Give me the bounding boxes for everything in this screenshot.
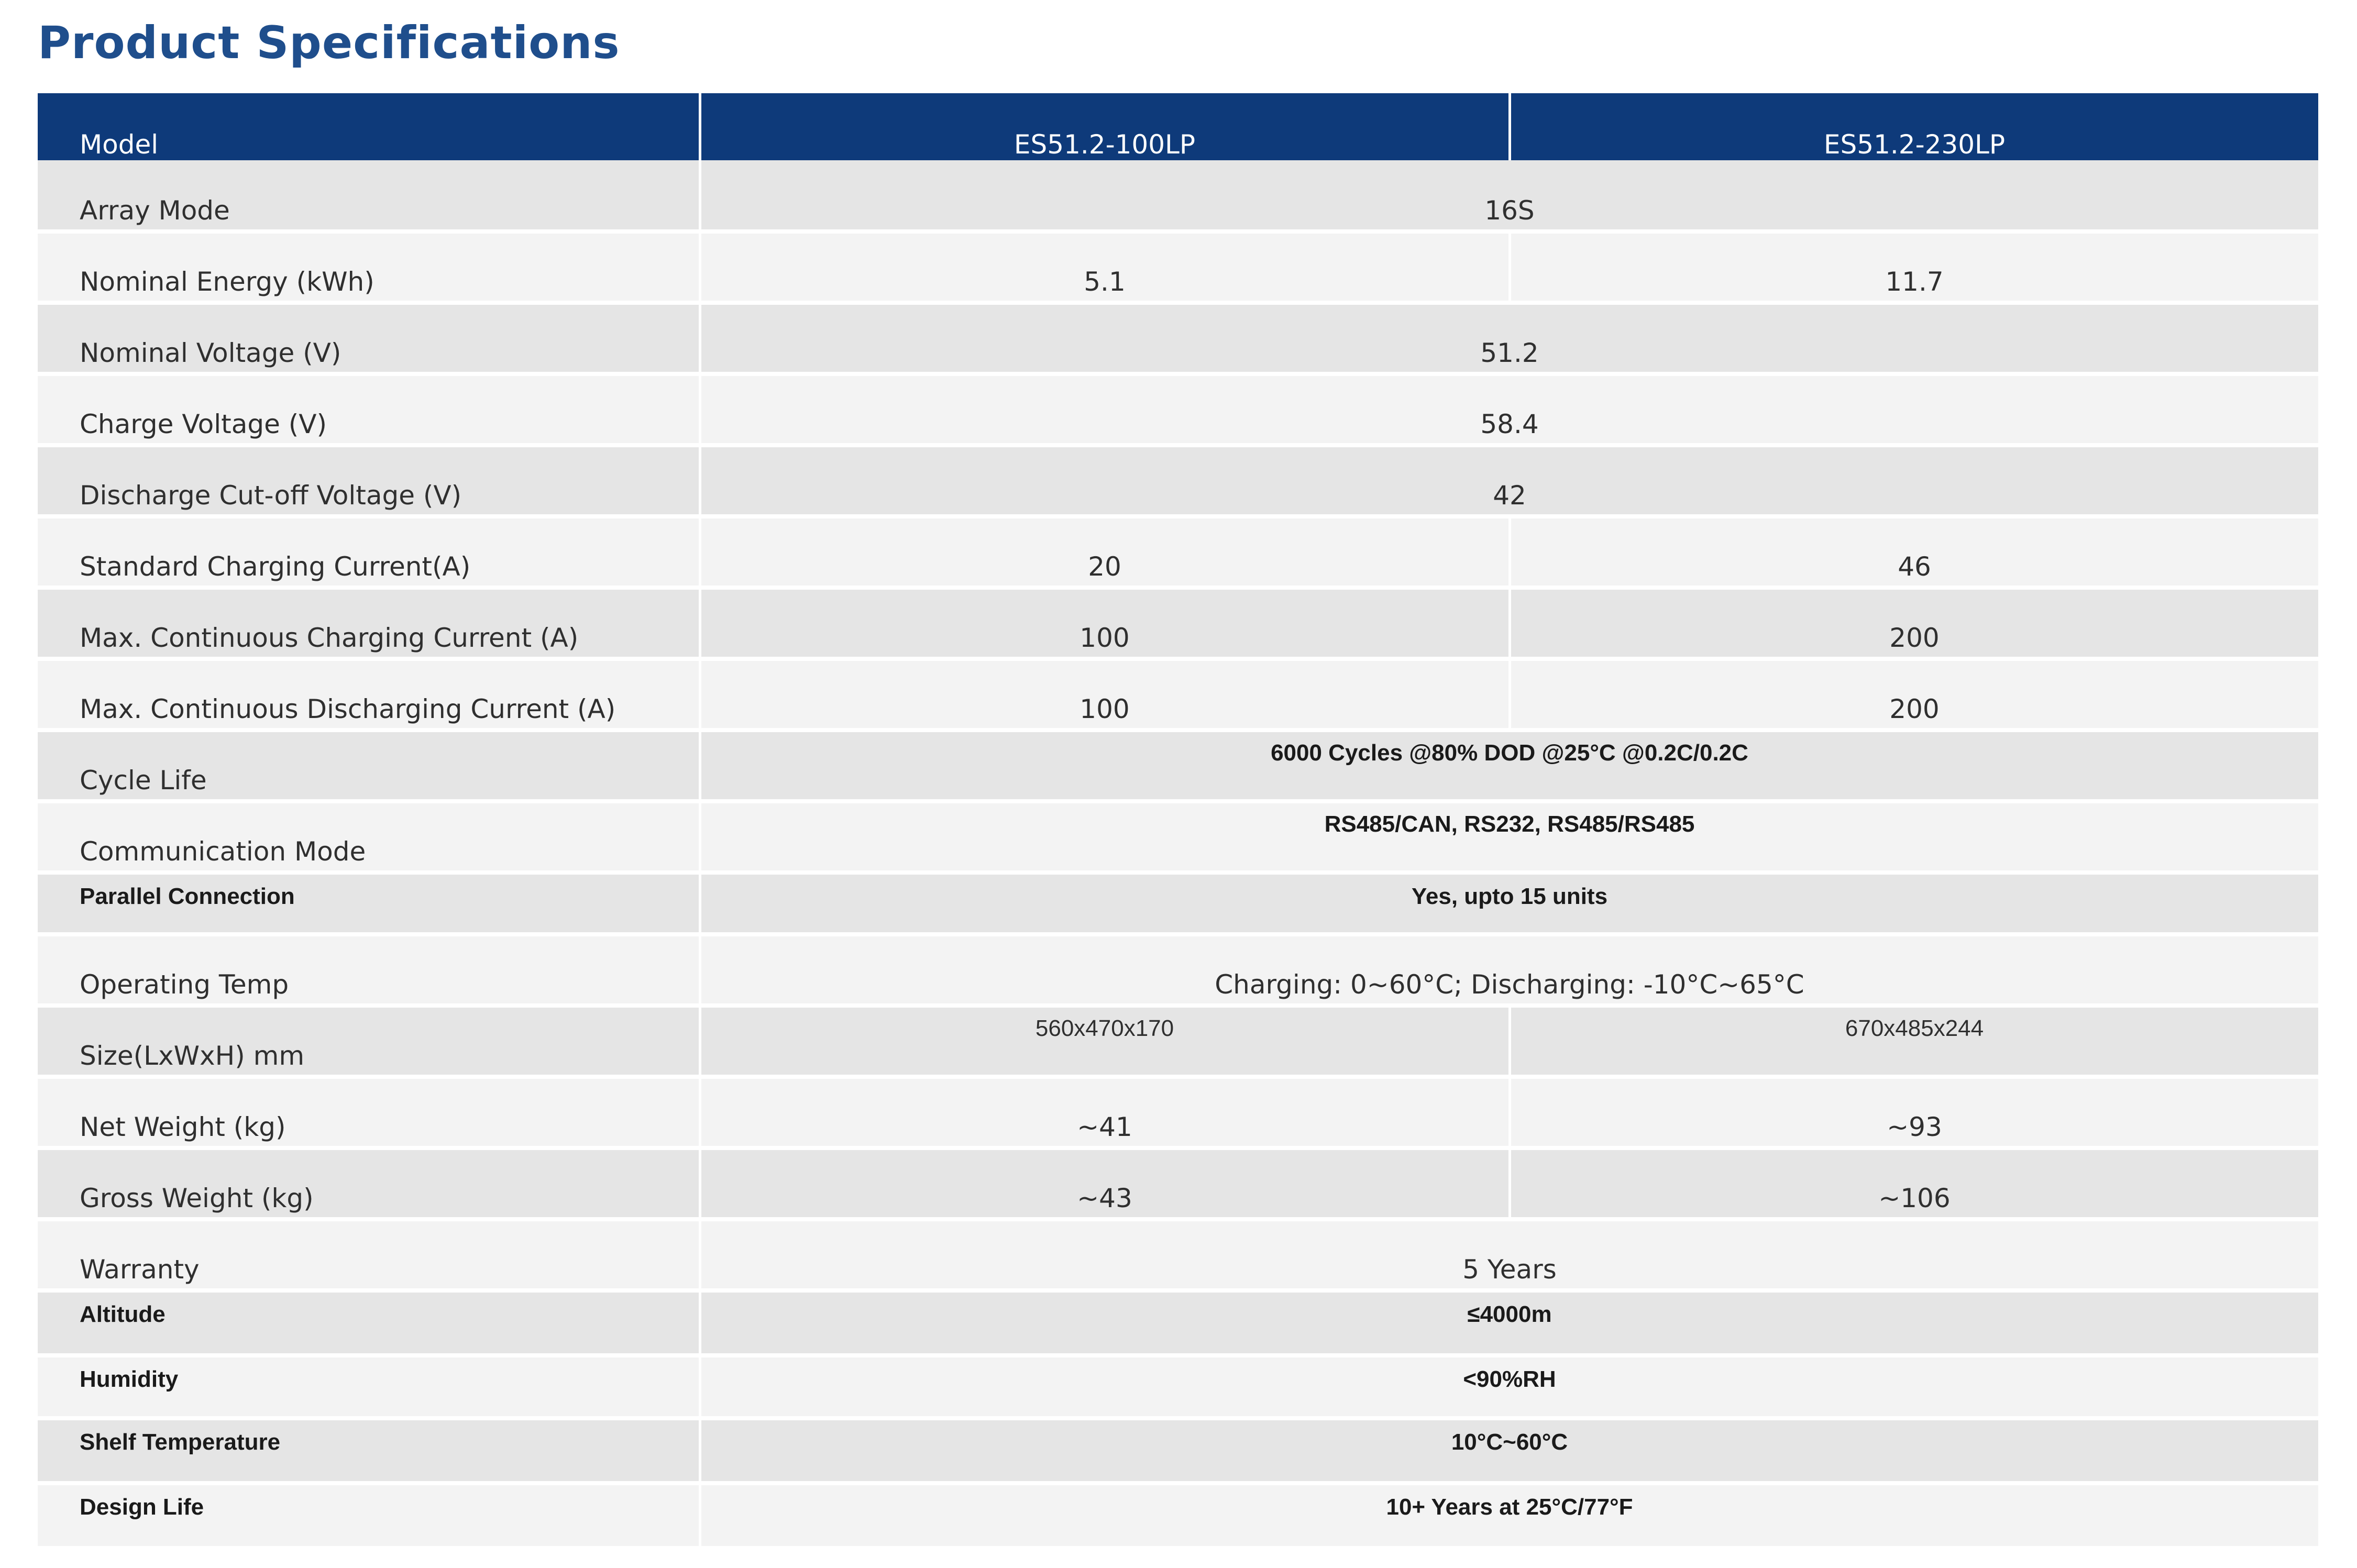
row-net-weight	[38, 1077, 2319, 1148]
row-warranty	[38, 1219, 2319, 1290]
row-label: Gross Weight (kg)	[38, 1148, 700, 1219]
row-altitude	[38, 1290, 2319, 1355]
row-array-mode	[38, 160, 2319, 231]
row-standard-charging-current	[38, 516, 2319, 588]
row-value-model-1: 20	[700, 516, 1510, 588]
row-value: 10°C~60°C	[700, 1418, 2319, 1483]
row-label: Max. Continuous Charging Current (A)	[38, 588, 700, 659]
row-label: Altitude	[38, 1290, 700, 1355]
row-label: Shelf Temperature	[38, 1418, 700, 1483]
row-value: <90%RH	[700, 1355, 2319, 1418]
row-value: 16S	[700, 160, 2319, 231]
spec-table	[38, 93, 2321, 1550]
row-value: 10+ Years at 25°C/77°F	[700, 1483, 2319, 1548]
row-max-charging-current	[38, 588, 2319, 659]
row-label: Net Weight (kg)	[38, 1077, 700, 1148]
row-label: Charge Voltage (V)	[38, 374, 700, 445]
row-nominal-energy	[38, 231, 2319, 303]
row-label: Design Life	[38, 1483, 700, 1548]
row-label: Max. Continuous Discharging Current (A)	[38, 659, 700, 730]
row-value: ≤4000m	[700, 1290, 2319, 1355]
row-max-discharging-current	[38, 659, 2319, 730]
row-value-model-2: 46	[1510, 516, 2319, 588]
row-value-model-2: 670x485x244	[1510, 1006, 2319, 1077]
row-label: Operating Temp	[38, 934, 700, 1006]
row-value: Charging: 0~60°C; Discharging: -10°C~65°C	[700, 934, 2319, 1006]
table-header-row	[38, 93, 2319, 160]
row-value: 5 Years	[700, 1219, 2319, 1290]
row-value-model-1: ~43	[700, 1148, 1510, 1219]
row-shelf-temperature	[38, 1418, 2319, 1483]
row-value: 6000 Cycles @80% DOD @25°C @0.2C/0.2C	[700, 730, 2319, 801]
header-model-label: Model	[38, 93, 700, 160]
row-label: Array Mode	[38, 160, 700, 231]
row-value-model-1: 560x470x170	[700, 1006, 1510, 1077]
row-cycle-life	[38, 730, 2319, 801]
row-value-model-1: 100	[700, 659, 1510, 730]
row-label: Standard Charging Current(A)	[38, 516, 700, 588]
row-value: 51.2	[700, 303, 2319, 374]
row-label: Communication Mode	[38, 801, 700, 873]
row-value-model-2: 11.7	[1510, 231, 2319, 303]
row-design-life	[38, 1483, 2319, 1548]
row-value-model-1: 5.1	[700, 231, 1510, 303]
row-value-model-1: 100	[700, 588, 1510, 659]
row-discharge-cutoff-voltage	[38, 445, 2319, 516]
row-value-model-2: ~93	[1510, 1077, 2319, 1148]
row-label: Discharge Cut-off Voltage (V)	[38, 445, 700, 516]
row-label: Nominal Energy (kWh)	[38, 231, 700, 303]
header-model-1: ES51.2-100LP	[700, 93, 1510, 160]
row-value: Yes, upto 15 units	[700, 873, 2319, 934]
row-value: 42	[700, 445, 2319, 516]
row-label: Cycle Life	[38, 730, 700, 801]
row-gross-weight	[38, 1148, 2319, 1219]
row-label: Size(LxWxH) mm	[38, 1006, 700, 1077]
row-size	[38, 1006, 2319, 1077]
row-value-model-2: 200	[1510, 588, 2319, 659]
row-value: RS485/CAN, RS232, RS485/RS485	[700, 801, 2319, 873]
page-title: Product Specifications	[38, 17, 620, 69]
row-humidity	[38, 1355, 2319, 1418]
header-model-2: ES51.2-230LP	[1510, 93, 2319, 160]
row-value: 58.4	[700, 374, 2319, 445]
row-label: Parallel Connection	[38, 873, 700, 934]
row-parallel-connection	[38, 873, 2319, 934]
row-value-model-2: ~106	[1510, 1148, 2319, 1219]
row-nominal-voltage	[38, 303, 2319, 374]
row-label: Warranty	[38, 1219, 700, 1290]
row-value-model-2: 200	[1510, 659, 2319, 730]
row-label: Humidity	[38, 1355, 700, 1418]
row-charge-voltage	[38, 374, 2319, 445]
row-operating-temp	[38, 934, 2319, 1006]
row-value-model-1: ~41	[700, 1077, 1510, 1148]
row-communication-mode	[38, 801, 2319, 873]
row-label: Nominal Voltage (V)	[38, 303, 700, 374]
